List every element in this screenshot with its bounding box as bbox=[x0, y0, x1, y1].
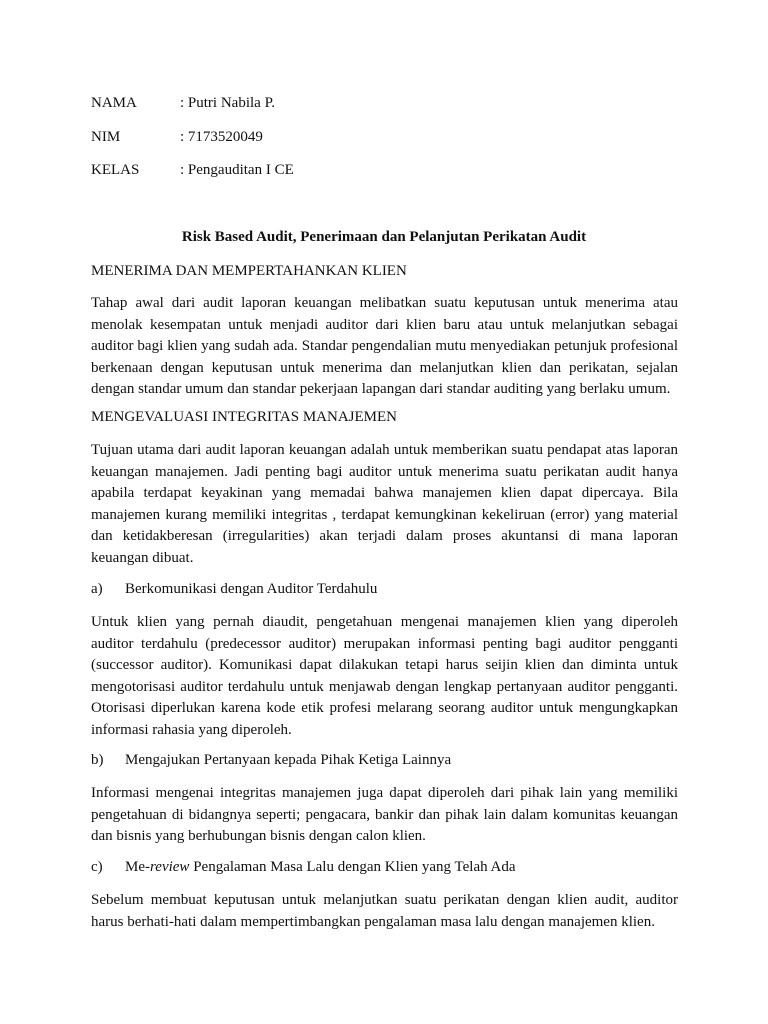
paragraph-line: auditor terdahulu (predecessor auditor) merupakan informasi penting bagi auditor pengganti bbox=[91, 635, 678, 652]
paragraph-accept-clients bbox=[91, 293, 678, 401]
paragraph-third-parties bbox=[91, 783, 678, 848]
paragraph-line: Tujuan utama dari audit laporan keuangan adalah untuk memberikan suatu pendapat atas laporan bbox=[91, 442, 678, 458]
paragraph-line: manajemen kurang memiliki integritas , terdapat kemungkinan kekeliruan (error) yang material bbox=[91, 506, 678, 523]
paragraph-line: Tahap awal dari audit laporan keuangan melibatkan suatu keputusan untuk menerima atau bbox=[91, 295, 678, 311]
paragraph-line: harus berhati-hati dalam mempertimbangkan pengalaman masa lalu dengan manajemen klien. bbox=[91, 913, 655, 930]
nim-value: : 7173520049 bbox=[180, 129, 263, 145]
document-title: Risk Based Audit, Penerimaan dan Pelanjutan Perikatan Audit bbox=[181, 229, 587, 245]
name-value: : Putri Nabila P. bbox=[180, 95, 276, 111]
paragraph-line: Otorisasi diperlukan karena kode etik profesi melarang seorang auditor untuk mengungkapkan bbox=[91, 700, 678, 716]
list-item-text-italic: review bbox=[150, 859, 190, 875]
class-label: KELAS bbox=[91, 162, 140, 178]
paragraph-line: apabila terdapat keyakinan yang memadai bahwa manajemen klien dapat dipercaya. Bila bbox=[91, 485, 678, 501]
list-marker: a) bbox=[91, 581, 103, 597]
nim-label: NIM bbox=[91, 129, 121, 145]
paragraph-line: Sebelum membuat keputusan untuk melanjutkan suatu perikatan dengan klien audit, auditor bbox=[91, 892, 678, 908]
paragraph-line: pengetahuan di bidangnya seperti; pengacara, bankir dan pihak lain dalam komunitas keuangan bbox=[91, 806, 678, 823]
paragraph-past-experience bbox=[91, 890, 678, 933]
paragraph-line: mengotorisasi auditor terdahulu untuk menjawab dengan lengkap pertanyaan auditor pengganti. bbox=[91, 678, 678, 695]
paragraph-line: berkenaan dengan keputusan untuk menerima dan melanjutkan klien dan perikatan, sejalan bbox=[91, 359, 678, 376]
paragraph-line: informasi rahasia yang diperoleh. bbox=[91, 721, 292, 738]
list-marker: b) bbox=[91, 752, 104, 768]
list-marker: c) bbox=[91, 859, 103, 875]
paragraph-line: menolak kesempatan untuk menjadi auditor dari klien baru atau untuk melanjutkan sebagai bbox=[91, 316, 678, 333]
list-item-text bbox=[125, 857, 516, 879]
list-item-text-prefix: Me- bbox=[125, 859, 150, 875]
name-label: NAMA bbox=[91, 95, 137, 111]
paragraph-line: Untuk klien yang pernah diaudit, pengetahuan mengenai manajemen klien yang diperoleh bbox=[91, 614, 678, 630]
paragraph-line: auditor bagi klien yang sudah ada. Standar pengendalian mutu menyediakan petunjuk profesional bbox=[91, 338, 678, 354]
paragraph-predecessor-auditor bbox=[91, 612, 678, 741]
paragraph-line: (successor auditor). Komunikasi dapat dilakukan tetapi harus seijin klien dan diminta untuk bbox=[91, 657, 678, 673]
section-heading-accept-clients: MENERIMA DAN MEMPERTAHANKAN KLIEN bbox=[91, 263, 407, 279]
paragraph-line: dan ketidakberesan (irregularities) akan terjadi dalam proses akuntansi di mana laporan bbox=[91, 528, 678, 544]
section-heading-management-integrity: MENGEVALUASI INTEGRITAS MANAJEMEN bbox=[91, 409, 398, 425]
list-item-text: Berkomunikasi dengan Auditor Terdahulu bbox=[125, 581, 378, 597]
list-item-text: Mengajukan Pertanyaan kepada Pihak Ketiga Lainnya bbox=[125, 752, 452, 768]
paragraph-line: dengan standar umum dan standar pekerjaan lapangan dari standar auditing yang berlaku umum. bbox=[91, 381, 671, 397]
paragraph-line: keuangan manajemen. Jadi penting bagi auditor untuk menerima suatu perikatan audit hanya bbox=[91, 463, 678, 480]
class-value: : Pengauditan I CE bbox=[180, 162, 294, 178]
paragraph-line: keuangan dibuat. bbox=[91, 549, 194, 566]
paragraph-line: dan bisnis yang berhubungan bisnis dengan calon klien. bbox=[91, 828, 426, 844]
paragraph-management-integrity bbox=[91, 440, 678, 569]
list-item-text-rest: Pengalaman Masa Lalu dengan Klien yang Telah Ada bbox=[189, 859, 516, 875]
paragraph-line: Informasi mengenai integritas manajemen juga dapat diperoleh dari pihak lain yang memiliki bbox=[91, 785, 678, 801]
